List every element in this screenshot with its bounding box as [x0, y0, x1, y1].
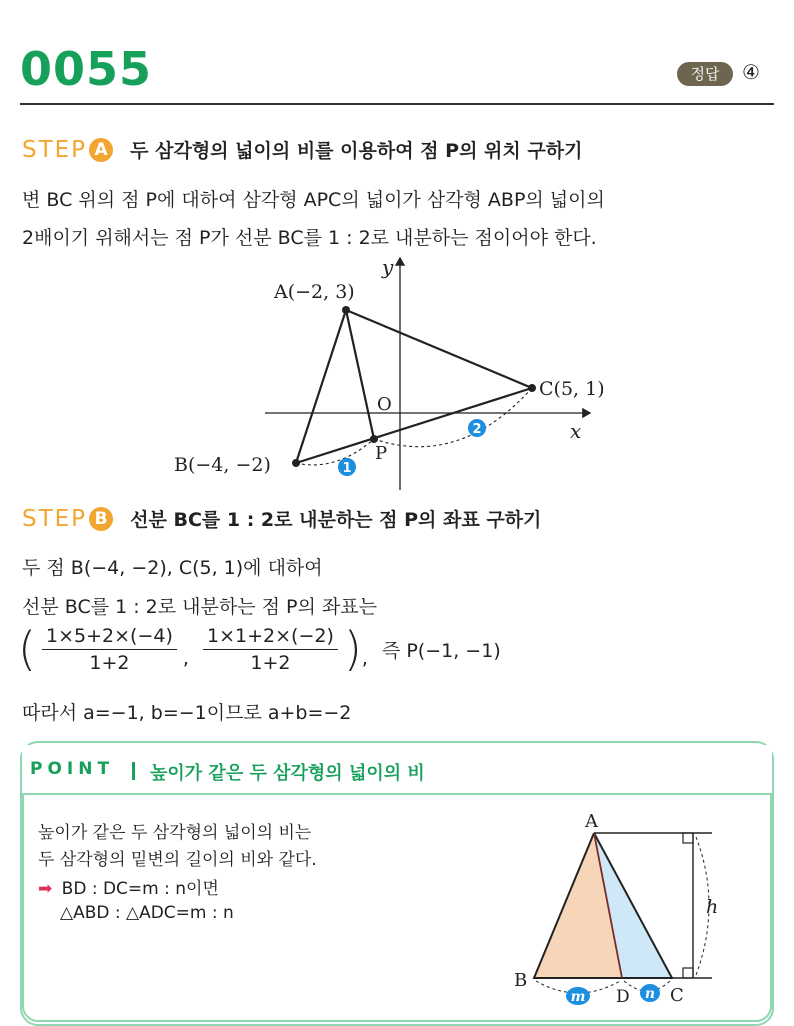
point-line-4: △ABD : △ADC=m : n	[60, 903, 234, 923]
step-b-letter: B	[89, 507, 113, 531]
point-p-label: P	[375, 443, 388, 464]
step-a-title: 두 삼각형의 넓이의 비를 이용하여 점 P의 위치 구하기	[130, 140, 583, 162]
arrow-icon: ➡	[38, 879, 53, 899]
axis-x-label: x	[570, 419, 582, 443]
ratio-2-text: 2	[472, 422, 482, 437]
step-a-heading	[22, 136, 582, 163]
fraction-y-denominator: 1+2	[250, 651, 291, 674]
n-label: n	[644, 986, 656, 1002]
vertex-c-label: C	[670, 985, 684, 1006]
segment-ab	[296, 310, 346, 463]
step-a-line-2: 2배이기 위해서는 점 P가 선분 BC를 1 : 2로 내분하는 점이어야 한다.	[22, 227, 597, 249]
point-label: POINT	[30, 759, 115, 779]
ratio-1-text: 1	[342, 461, 352, 476]
point-line-2: 두 삼각형의 밑변의 길이의 비와 같다.	[38, 850, 317, 870]
step-b-heading	[22, 505, 541, 532]
fraction-x-numerator: 1×5+2×(−4)	[42, 625, 177, 650]
step-a-line-1: 변 BC 위의 점 P에 대하여 삼각형 APC의 넓이가 삼각형 ABP의 넓이의	[22, 189, 605, 211]
coordinate-figure	[160, 250, 640, 495]
point-b-label: B(−4, −2)	[174, 454, 271, 476]
segment-bc	[296, 388, 532, 463]
point-c-label: C(5, 1)	[539, 378, 605, 400]
height-label: h	[706, 896, 719, 918]
axis-y-label: y	[382, 255, 394, 279]
answer-badge: 정답	[677, 62, 733, 86]
point-line-3-text: BD : DC=m : n이면	[61, 879, 219, 899]
point-p-dot	[370, 435, 378, 443]
fraction-x	[42, 625, 177, 674]
right-angle-top	[683, 833, 693, 843]
step-b-line-2: 선분 BC를 1 : 2로 내분하는 점 P의 좌표는	[22, 596, 377, 618]
point-line-3	[38, 874, 219, 899]
point-a-dot	[342, 306, 350, 314]
coordinate-formula: ( $\frac{1\times 5+2\times(-4)}{1+2}$ , $\frac{1\times 1+2\times(-2)}{1+2}$ ), 즉 P(−1, −1)	[18, 622, 501, 676]
origin-label: O	[377, 394, 392, 415]
title-rule	[20, 103, 774, 105]
step-b-label: STEP	[22, 506, 88, 532]
vertex-a-label: A	[585, 811, 598, 832]
conclusion-line: 따라서 a=−1, b=−1이므로 a+b=−2	[22, 702, 352, 724]
ratio-arc-pc	[374, 388, 532, 447]
vertex-b-label: B	[514, 970, 528, 991]
point-divider	[132, 762, 135, 780]
step-a-letter: A	[89, 138, 113, 162]
step-b-title: 선분 BC를 1 : 2로 내분하는 점 P의 좌표 구하기	[130, 509, 542, 531]
segment-ac	[346, 310, 532, 388]
result-point: 즉 P(−1, −1)	[381, 639, 501, 662]
step-b-line-1: 두 점 B(−4, −2), C(5, 1)에 대하여	[22, 557, 323, 579]
step-a-label: STEP	[22, 137, 88, 163]
fraction-x-denominator: 1+2	[89, 651, 130, 674]
point-line-1: 높이가 같은 두 삼각형의 넓이의 비는	[38, 823, 312, 843]
fraction-y	[203, 625, 338, 674]
fraction-y-numerator: 1×1+2×(−2)	[203, 625, 338, 650]
problem-number: 0055	[20, 42, 153, 96]
answer-value: ④	[742, 60, 760, 84]
point-d-label: D	[616, 987, 630, 1007]
m-label: m	[570, 989, 586, 1005]
point-b-dot	[292, 459, 300, 467]
point-c-dot	[528, 384, 536, 392]
point-a-label: A(−2, 3)	[274, 281, 355, 303]
point-title: 높이가 같은 두 삼각형의 넓이의 비	[150, 763, 425, 784]
segment-ap	[346, 310, 374, 439]
triangle-figure	[500, 805, 770, 1020]
right-angle-bottom	[683, 968, 693, 978]
